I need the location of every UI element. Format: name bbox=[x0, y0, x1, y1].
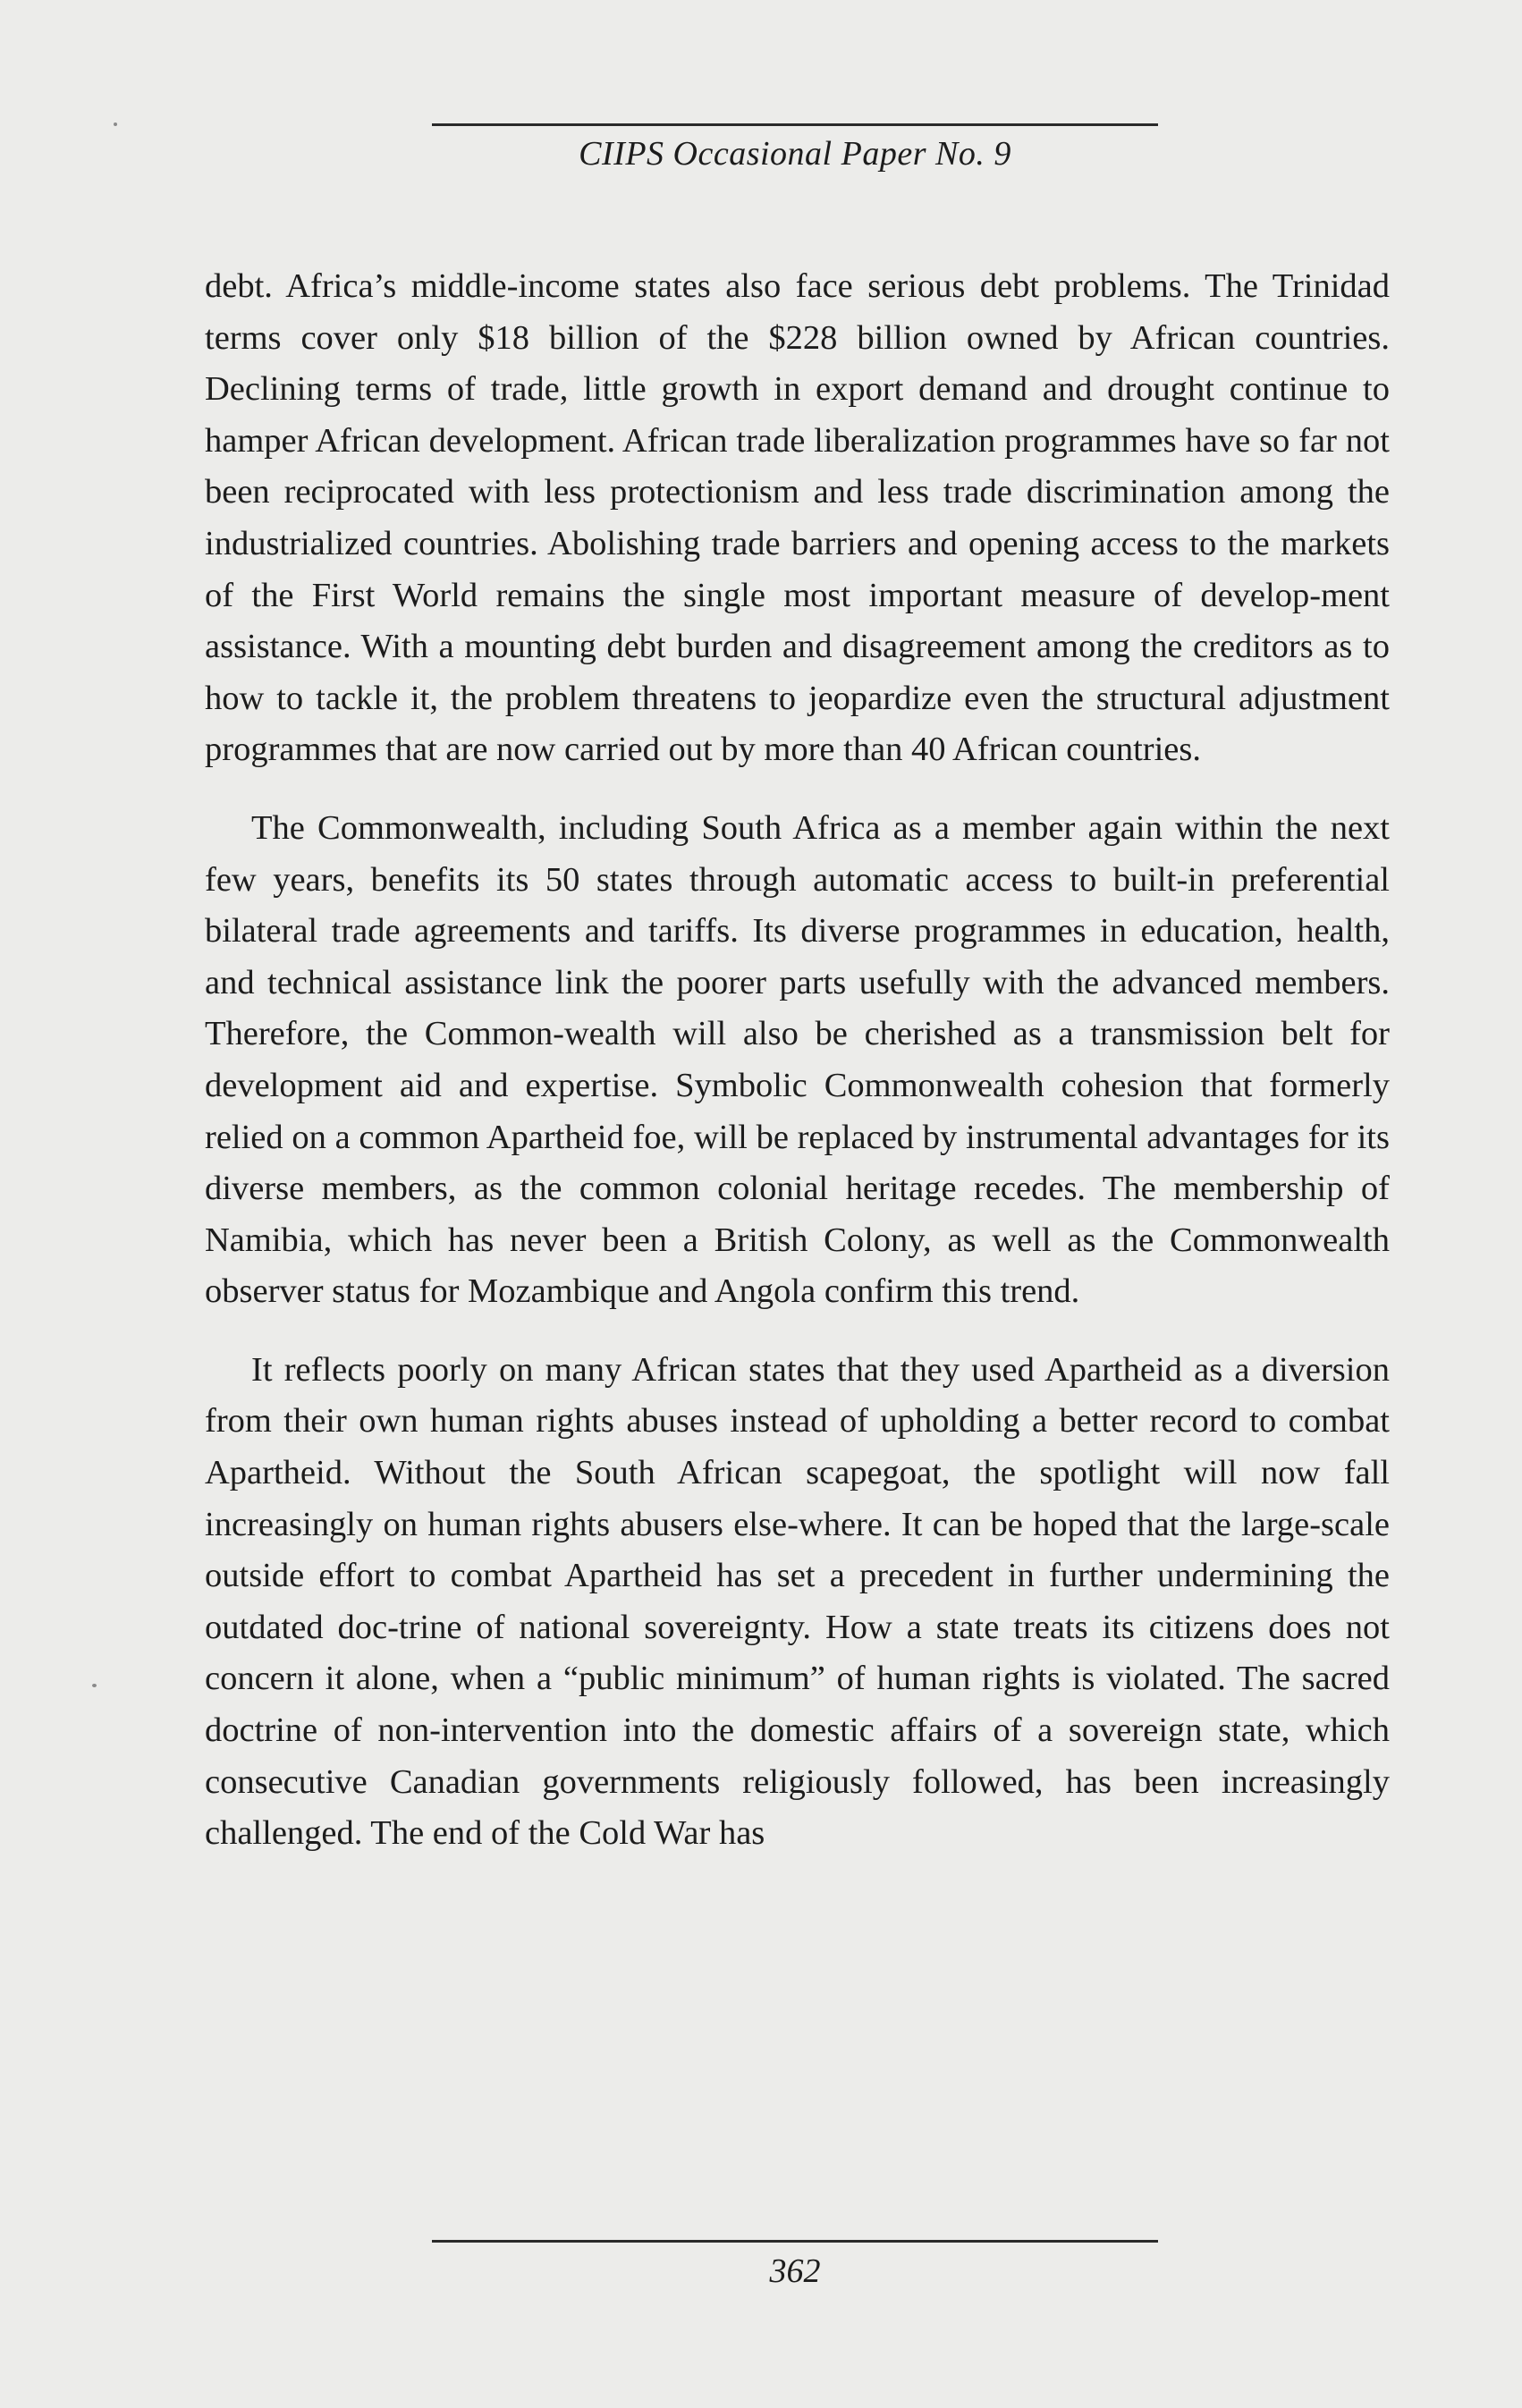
paragraph-human-rights: It reflects poorly on many African states that they used Apartheid as a diversion from their own human rights abuses instead of upholding a better record to combat Apartheid. Without the South African scapegoat, the spotlight will now fall increasingly on human rights abusers else-where. It can be hoped that the large-scale outside effort to combat Apartheid has set a precedent in further undermining the outdated doc-trine of national sovereignty. How a state treats its citizens does not concern it alone, when a “public minimum” of human rights is violated. The sacred doctrine of non-intervention into the domestic affairs of a sovereign state, which consecutive Canadian governments religiously followed, has been increasingly challenged. The end of the Cold War has bbox=[205, 1350, 1390, 1853]
page-number: 362 bbox=[769, 2252, 821, 2290]
header-rule bbox=[432, 123, 1158, 126]
paragraph-debt: debt. Africa’s middle-income states also face serious debt problems. The Trinidad terms cover only $18 billion of the $228 billion owned by African countries. Declining terms of trade, little growth in export demand and drought continue to hamper African development. African trade liberalization programmes have so far not been reciprocated with less protectionism and less trade discrimination among the industrialized countries. Abolishing trade barriers and opening access to the markets of the First World remains the single most important measure of develop-ment assistance. With a mounting debt burden and disagreement among the creditors as to how to tackle it, the problem threatens to jeopardize even the structural adjustment programmes that are now carried out by more than 40 African countries. bbox=[205, 267, 1390, 769]
scan-speck bbox=[114, 123, 117, 126]
footer-rule bbox=[432, 2240, 1158, 2243]
paragraph-commonwealth: The Commonwealth, including South Africa as a member again within the next few years, benefits its 50 states through automatic access to built-in preferential bilateral trade agreements and tariffs. Its diverse programmes in education, health, and technical assistance link the poorer parts usefully with the advanced members. Therefore, the Common-wealth will also be cherished as a transmission belt for development aid and expertise. Symbolic Commonwealth cohesion that formerly relied on a common Apartheid foe, will be replaced by instrumental advantages for its diverse members, as the common colonial heritage recedes. The membership of Namibia, which has never been a British Colony, as well as the Commonwealth observer status for Mozambique and Angola confirm this trend. bbox=[205, 808, 1390, 1311]
body-text bbox=[205, 261, 1390, 1860]
scan-speck bbox=[92, 1684, 97, 1687]
running-header: CIIPS Occasional Paper No. 9 bbox=[579, 135, 1011, 173]
